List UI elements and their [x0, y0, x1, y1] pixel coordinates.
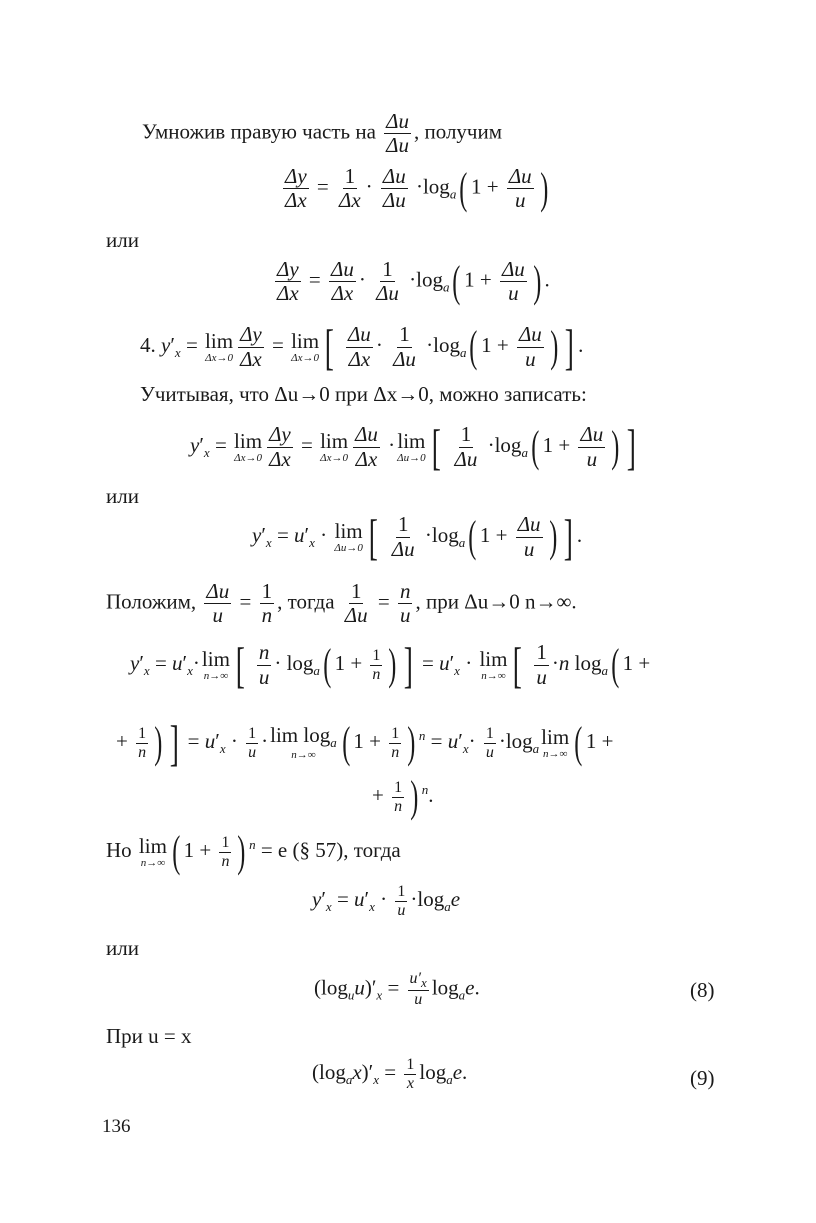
equation-1: $\frac{\Delta y}{\Delta x}$ = $\frac{1}{\Delta x}$ · $\frac{\Delta u}{\Delta u}$ $\cdot\log_a$( 1 + $\frac{\Delta u}{u}$ )	[285, 163, 548, 213]
when-u-eq-x: При u = x	[106, 1024, 192, 1048]
but-line: Но lim n→∞ ( 1 + $\frac{1}{n}$ ) $^n$ = e (§ 57), тогда	[106, 827, 401, 876]
but-label: Но	[106, 837, 132, 862]
frac-du-du: $\frac{\Delta u}{\Delta u}$	[386, 109, 409, 158]
equation-result: $y'_x = u'_x$ · $\frac{1}{u}$ $\cdot\log_ae$	[312, 883, 461, 919]
equation-7-line-1: $y'_x = u'_x\cdot$ lim n→∞ [ $\frac{n}{u}$ · $\log_a$( 1 + $\frac{1}{n}$ ) ] = $u'_x$ · lim n→∞ [ $\frac{1}{u}$ ·n $\log_a$( 1 +	[130, 637, 651, 693]
equation-8-number: (8)	[690, 978, 715, 1002]
equation-9-number: (9)	[690, 1066, 715, 1090]
intro-line	[142, 110, 502, 157]
set-label: Положим,	[106, 589, 197, 614]
considering-line: Учитывая, что Δu→0 при Δx→0, можно записать:	[140, 382, 587, 406]
then-when: , при Δu→0 n→∞.	[415, 589, 577, 614]
equation-7-line-3: + $\frac{1}{n}$ ) $^n$.	[372, 772, 434, 821]
equation-5: $y'_x$ = lim Δx→0 $\frac{\Delta y}{\Delta x}$ = lim Δx→0 $\frac{\Delta u}{\Delta x}$ · lim Δu→0 [ $\frac{1}{\Delta u}$ $\cdot\log_a$( 1 + $\frac{\Delta u}{u}$ ) ]	[190, 419, 636, 475]
substitution-line: Положим, $\frac{\Delta u}{u}$ = $\frac{1}{n}$ , тогда $\frac{1}{\Delta u}$ = $\frac{n}{u}$ , при Δu→0 n→∞.	[106, 579, 577, 628]
equation-8: $(\log_uu)'_x$ = $\frac{u'_x}{u}$ $\log_ae$.	[314, 970, 480, 1009]
or-1: или	[106, 228, 139, 252]
equation-6: $y'_x = u'_x$ · lim Δu→0 [ $\frac{1}{\Delta u}$ $\cdot\log_a$( 1 + $\frac{\Delta u}{u}$ ) ] .	[252, 509, 583, 565]
but-ref: = e (§ 57), тогда	[260, 837, 401, 862]
intro-after: , получим	[413, 119, 503, 144]
page-number: 136	[102, 1116, 131, 1137]
or-3: или	[106, 936, 139, 960]
equation-step-4: 4. $y'_x$ = lim Δx→0 $\frac{\Delta y}{\Delta x}$ = lim Δx→0 [ $\frac{\Delta u}{\Delta x}$ · $\frac{1}{\Delta u}$ $\cdot\log_a$( 1 + $\frac{\Delta u}{u}$ ) ] .	[140, 319, 584, 375]
intro-text: Умножив правую часть на	[142, 119, 376, 144]
or-2: или	[106, 484, 139, 508]
equation-7-line-2: + $\frac{1}{n}$ ) ] = $u'_x$ · $\frac{1}{u}$ · $\lim \log_a$ n→∞ ( 1 + $\frac{1}{n}$ ) $^n = u'_x\cdot$ $\frac{1}{u}$ $\cdot\log_a$ lim n→∞ ( 1 +	[116, 715, 614, 771]
then-1: , тогда	[277, 589, 335, 614]
step-4-label: 4.	[140, 332, 156, 357]
equation-9: $(\log_ax)'_x$ = $\frac{1}{x}$ $\log_ae$.	[312, 1056, 468, 1092]
equation-2: $\frac{\Delta y}{\Delta x}$ = $\frac{\Delta u}{\Delta x}$ · $\frac{1}{\Delta u}$ $\cdot\log_a$( 1 + $\frac{\Delta u}{u}$ ) .	[277, 256, 550, 306]
